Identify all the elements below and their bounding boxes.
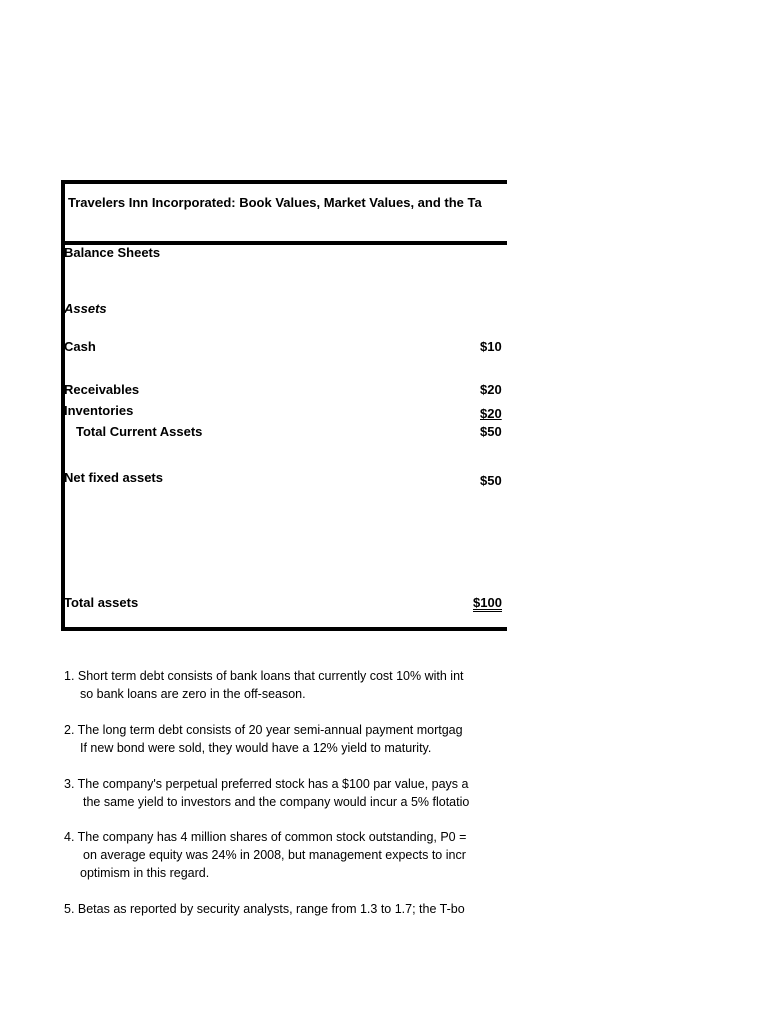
note-3: [64, 775, 469, 811]
row-value-net-fixed-assets: $50: [480, 473, 502, 488]
row-value-cash: $10: [480, 339, 502, 354]
note-1-line-1: 1. Short term debt consists of bank loans that currently cost 10% with int: [64, 669, 464, 683]
section-heading: Balance Sheets: [64, 245, 161, 260]
note-3-line-2: the same yield to investors and the company would incur a 5% flotatio: [83, 795, 470, 809]
note-4-line-2: on average equity was 24% in 2008, but management expects to incr: [83, 848, 466, 862]
note-2: [64, 721, 463, 757]
row-value-inventories: $20: [480, 406, 502, 421]
note-2-line-1: 2. The long term debt consists of 20 year semi-annual payment mortgag: [64, 723, 463, 737]
note-1: [64, 667, 464, 703]
row-value-total-assets: $100: [473, 595, 502, 610]
row-label-total-current-assets: Total Current Assets: [76, 424, 203, 439]
note-5: [64, 900, 465, 918]
row-value-receivables: $20: [480, 382, 502, 397]
row-label-total-assets: Total assets: [64, 595, 139, 610]
note-4: [64, 828, 466, 882]
row-label-receivables: Receivables: [64, 382, 140, 397]
sheet-title: Travelers Inn Incorporated: Book Values, Market Values, and the Ta: [68, 195, 482, 210]
note-4-line-1: 4. The company has 4 million shares of common stock outstanding, P0 =: [64, 830, 467, 844]
row-value-total-current-assets: $50: [480, 424, 502, 439]
note-1-line-2: so bank loans are zero in the off-season.: [80, 687, 306, 701]
row-label-cash: Cash: [64, 339, 96, 354]
note-3-line-1: 3. The company's perpetual preferred stock has a $100 par value, pays a: [64, 777, 469, 791]
note-4-line-3: optimism in this regard.: [80, 866, 210, 880]
assets-heading: Assets: [64, 301, 107, 316]
note-2-line-2: If new bond were sold, they would have a 12% yield to maturity.: [80, 741, 432, 755]
row-label-net-fixed-assets: Net fixed assets: [64, 470, 163, 485]
row-label-inventories: Inventories: [64, 403, 134, 418]
note-5-line-1: 5. Betas as reported by security analysts, range from 1.3 to 1.7; the T-bo: [64, 902, 465, 916]
